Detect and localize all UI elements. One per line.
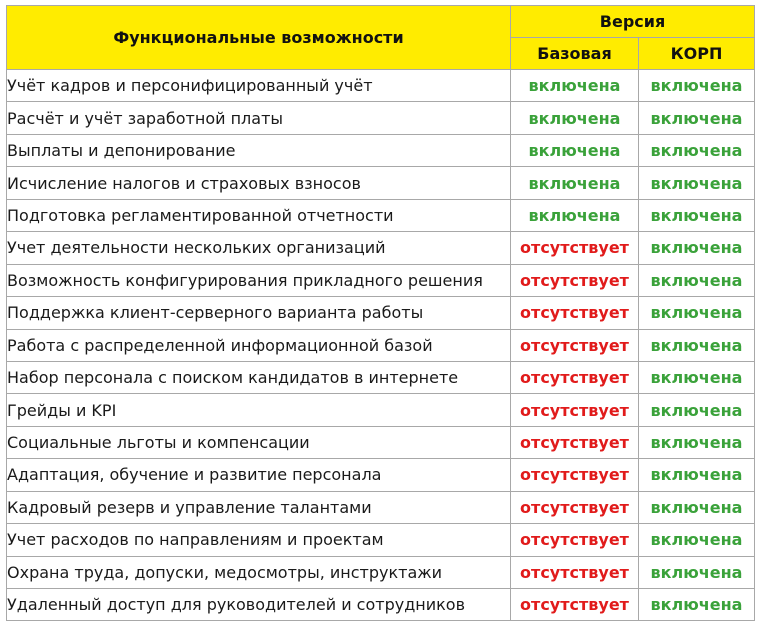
header-row-top xyxy=(7,6,755,38)
basic-status-cell: отсутствует xyxy=(511,264,639,296)
table-row xyxy=(7,134,755,166)
table-row xyxy=(7,524,755,556)
table-row xyxy=(7,297,755,329)
features-header: Функциональные возможности xyxy=(7,6,511,70)
feature-cell: Расчёт и учёт заработной платы xyxy=(7,102,511,134)
feature-cell: Грейды и KPI xyxy=(7,394,511,426)
table-row xyxy=(7,491,755,523)
basic-status-cell: отсутствует xyxy=(511,361,639,393)
basic-status-cell: включена xyxy=(511,199,639,231)
corp-status-cell: включена xyxy=(639,491,755,523)
feature-cell: Социальные льготы и компенсации xyxy=(7,426,511,458)
corp-status-cell: включена xyxy=(639,199,755,231)
feature-cell: Возможность конфигурирования прикладного решения xyxy=(7,264,511,296)
table-row xyxy=(7,459,755,491)
feature-cell: Работа с распределенной информационной базой xyxy=(7,329,511,361)
corp-status-cell: включена xyxy=(639,524,755,556)
corp-status-cell: включена xyxy=(639,329,755,361)
table-row xyxy=(7,329,755,361)
table-body xyxy=(7,70,755,621)
table-row xyxy=(7,167,755,199)
basic-status-cell: отсутствует xyxy=(511,491,639,523)
basic-status-cell: включена xyxy=(511,134,639,166)
corp-status-cell: включена xyxy=(639,134,755,166)
corp-status-cell: включена xyxy=(639,264,755,296)
feature-cell: Учёт кадров и персонифицированный учёт xyxy=(7,70,511,102)
basic-status-cell: включена xyxy=(511,167,639,199)
feature-cell: Поддержка клиент-серверного варианта работы xyxy=(7,297,511,329)
table-row xyxy=(7,556,755,588)
basic-status-cell: отсутствует xyxy=(511,556,639,588)
feature-cell: Подготовка регламентированной отчетности xyxy=(7,199,511,231)
table-row xyxy=(7,199,755,231)
corp-status-cell: включена xyxy=(639,589,755,621)
basic-status-cell: отсутствует xyxy=(511,524,639,556)
feature-cell: Кадровый резерв и управление талантами xyxy=(7,491,511,523)
table-row xyxy=(7,394,755,426)
feature-cell: Удаленный доступ для руководителей и сотрудников xyxy=(7,589,511,621)
basic-column-header: Базовая xyxy=(511,38,639,70)
basic-status-cell: отсутствует xyxy=(511,329,639,361)
basic-status-cell: отсутствует xyxy=(511,232,639,264)
feature-cell: Исчисление налогов и страховых взносов xyxy=(7,167,511,199)
version-header: Версия xyxy=(511,6,755,38)
basic-status-cell: отсутствует xyxy=(511,297,639,329)
basic-status-cell: отсутствует xyxy=(511,394,639,426)
table-row xyxy=(7,426,755,458)
corp-status-cell: включена xyxy=(639,102,755,134)
feature-cell: Выплаты и депонирование xyxy=(7,134,511,166)
table-row xyxy=(7,70,755,102)
corp-status-cell: включена xyxy=(639,232,755,264)
corp-status-cell: включена xyxy=(639,167,755,199)
corp-status-cell: включена xyxy=(639,556,755,588)
feature-cell: Учет деятельности нескольких организаций xyxy=(7,232,511,264)
table-row xyxy=(7,361,755,393)
feature-cell: Набор персонала с поиском кандидатов в интернете xyxy=(7,361,511,393)
corp-status-cell: включена xyxy=(639,459,755,491)
table-row xyxy=(7,264,755,296)
feature-cell: Охрана труда, допуски, медосмотры, инструктажи xyxy=(7,556,511,588)
basic-status-cell: отсутствует xyxy=(511,459,639,491)
table-row xyxy=(7,232,755,264)
corp-status-cell: включена xyxy=(639,426,755,458)
corp-status-cell: включена xyxy=(639,361,755,393)
table-row xyxy=(7,589,755,621)
feature-cell: Адаптация, обучение и развитие персонала xyxy=(7,459,511,491)
corp-status-cell: включена xyxy=(639,70,755,102)
corp-status-cell: включена xyxy=(639,297,755,329)
table-header xyxy=(7,6,755,70)
basic-status-cell: отсутствует xyxy=(511,426,639,458)
comparison-table xyxy=(6,5,755,621)
basic-status-cell: включена xyxy=(511,70,639,102)
table-row xyxy=(7,102,755,134)
corp-status-cell: включена xyxy=(639,394,755,426)
basic-status-cell: отсутствует xyxy=(511,589,639,621)
corp-column-header: КОРП xyxy=(639,38,755,70)
feature-cell: Учет расходов по направлениям и проектам xyxy=(7,524,511,556)
basic-status-cell: включена xyxy=(511,102,639,134)
